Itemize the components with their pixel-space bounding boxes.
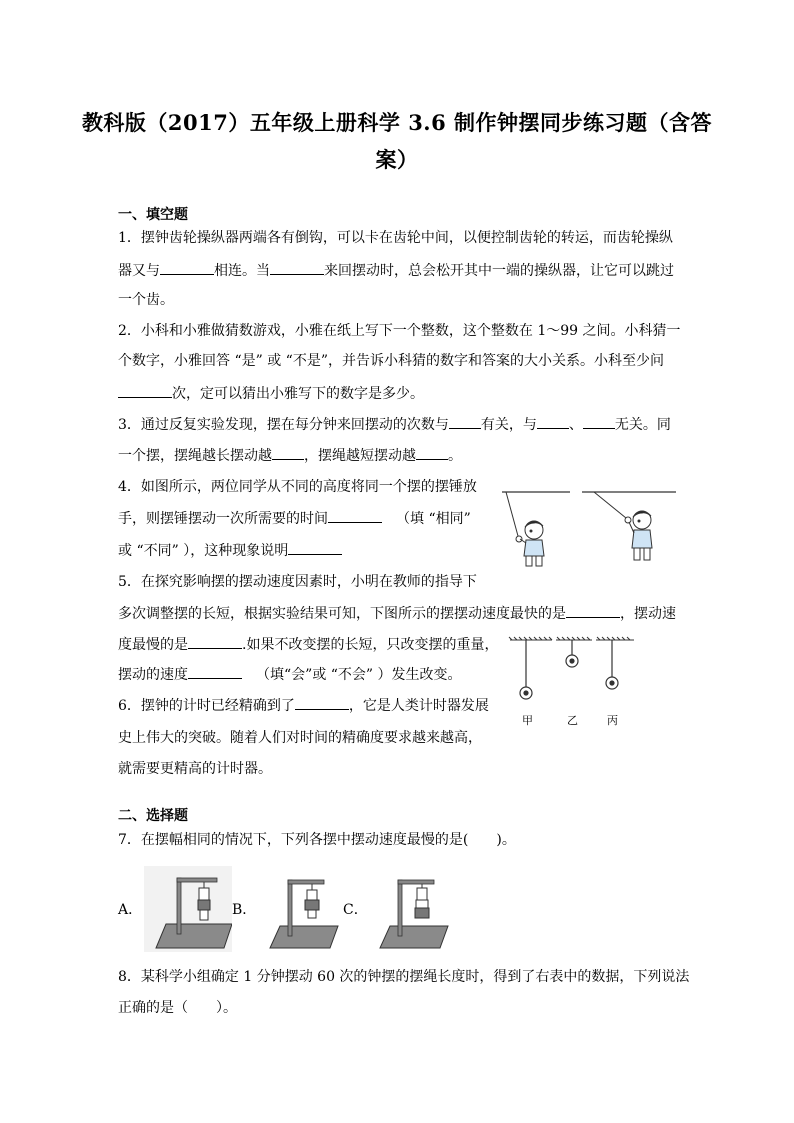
q3-line-2 (118, 445, 462, 466)
q1-text-b: 相连。当 (214, 263, 270, 279)
section-fill-blank: 一、填空题 (118, 207, 188, 223)
q5-text-c: 度最慢的是 (118, 637, 188, 653)
q4-blank-1[interactable] (328, 508, 382, 523)
label-jia: 甲 (522, 714, 533, 727)
q5-text-a: 多次调整摆的长短，根据实验结果可知，下图所示的摆摆动速度最快的是 (118, 606, 566, 622)
q6-text-b: ，它是人类计时器发展 (348, 698, 489, 714)
q4-text-a: 手，则摆锤摆动一次所需要的时间 (118, 511, 328, 527)
q7-option-b-pendulum-stand[interactable] (262, 872, 342, 952)
q7-option-b-label[interactable]: B． (232, 902, 257, 918)
pendulum-yi (566, 640, 578, 667)
q4-blank-2[interactable] (288, 540, 342, 555)
q7-text: 7．在摆幅相同的情况下，下列各摆中摆动速度最慢的是( )。 (118, 832, 516, 848)
q8-line-2: 正确的是（ ）。 (118, 1000, 237, 1016)
q4-line-2 (118, 508, 471, 529)
q2-line-1: 2．小科和小雅做猜数游戏，小雅在纸上写下一个整数，这个整数在 1～99 之间。小科猜一 (118, 323, 681, 339)
q1-line-1: 1．摆钟齿轮操纵器两端各有倒钩，可以卡在齿轮中间，以便控制齿轮的转运，而齿轮操纵 (118, 230, 673, 246)
q1-line-3: 一个齿。 (118, 292, 174, 308)
q2-text: 次，定可以猜出小雅写下的数字是多少。 (172, 386, 424, 402)
q3-text-a: 3．通过反复实验发现，摆在每分钟来回摆动的次数与 (118, 417, 449, 433)
q7-option-a-label[interactable]: A． (118, 902, 143, 918)
q5-line-2 (118, 603, 676, 624)
q5-text-b: ，摆动速 (620, 606, 676, 622)
q3-blank-1[interactable] (449, 414, 481, 429)
q7-option-a-pendulum-stand[interactable] (144, 866, 232, 952)
pendulum-bing (606, 640, 618, 689)
q3-blank-5[interactable] (416, 445, 448, 460)
left-student-icon (520, 521, 544, 566)
q5-text-e: 摆动的速度 (118, 667, 188, 683)
q5-line-1: 5．在探究影响摆的摆动速度因素时，小明在教师的指导下 (118, 574, 477, 590)
q3-blank-4[interactable] (272, 445, 304, 460)
pendulum-jia (520, 640, 532, 699)
q3-text-e: 一个摆，摆绳越长摆动越 (118, 448, 272, 464)
q6-text-a: 6．摆钟的计时已经精确到了 (118, 698, 295, 714)
q5-text-f: （填“会”或 “不会” ）发生改变。 (256, 667, 462, 683)
q3-blank-3[interactable] (583, 414, 615, 429)
section-multiple-choice: 二、选择题 (118, 808, 188, 824)
q1-text-c: 来回摆动时，总会松开其中一端的操纵器，让它可以跳过 (324, 263, 674, 279)
q4-line-3 (118, 540, 342, 561)
q3-text-g: 。 (448, 448, 462, 464)
q1-line-2 (118, 260, 674, 281)
q6-line-3: 就需要更精高的计时器。 (118, 761, 272, 777)
q5-line-4 (118, 664, 462, 685)
q3-text-d: 无关。同 (614, 417, 671, 433)
label-yi: 乙 (567, 714, 578, 727)
q1-text-a: 器又与 (118, 263, 160, 279)
q6-blank[interactable] (295, 695, 349, 710)
q5-figure-three-pendulums (508, 636, 636, 730)
label-bing: 丙 (607, 714, 618, 727)
q3-text-f: ，摆绳越短摆动越 (304, 448, 416, 464)
q5-line-3 (118, 634, 498, 655)
title-line-1: 教科版（2017）五年级上册科学 3.6 制作钟摆同步练习题（含答 (81, 110, 713, 135)
q4-line-1: 4．如图所示，两位同学从不同的高度将同一个摆的摆锤放 (118, 479, 477, 495)
q5-blank-1[interactable] (566, 603, 620, 618)
q6-line-1 (118, 695, 489, 716)
q3-text-b: 有关，与 (480, 417, 537, 433)
title-line-2: 案） (375, 147, 419, 172)
q8-line-1: 8．某科学小组确定 1 分钟摆动 60 次的钟摆的摆绳长度时，得到了右表中的数据，下列说法 (118, 969, 690, 985)
q3-blank-2[interactable] (537, 414, 569, 429)
q3-text-c: 、 (568, 417, 583, 433)
q5-text-d: .如果不改变摆的长短，只改变摆的重量， (242, 637, 499, 653)
q7-option-c-pendulum-stand[interactable] (372, 872, 452, 952)
q3-line-1 (118, 414, 671, 435)
q6-line-2: 史上伟大的突破。随着人们对时间的精确度要求越来越高， (118, 730, 482, 746)
q2-line-2: 个数字，小雅回答 “是” 或 “不是”，并告诉小科猜的数字和答案的大小关系。小科至少问 (118, 353, 664, 369)
q2-blank[interactable] (118, 383, 172, 398)
q4-text-c: 或 “不同” ），这种现象说明 (118, 543, 289, 559)
q7-option-c-label[interactable]: C． (343, 902, 368, 918)
right-student-icon (629, 511, 652, 560)
q1-blank-2[interactable] (270, 260, 324, 275)
right-pendulum-illustration (582, 492, 676, 523)
q2-line-3 (118, 383, 424, 404)
q4-figure-pendulum-release (498, 490, 678, 572)
q1-blank-1[interactable] (160, 260, 214, 275)
q5-blank-2[interactable] (188, 634, 242, 649)
ceiling-bars (509, 637, 634, 640)
q5-blank-3[interactable] (188, 664, 242, 679)
q4-text-b: （填 “相同” (396, 511, 471, 527)
